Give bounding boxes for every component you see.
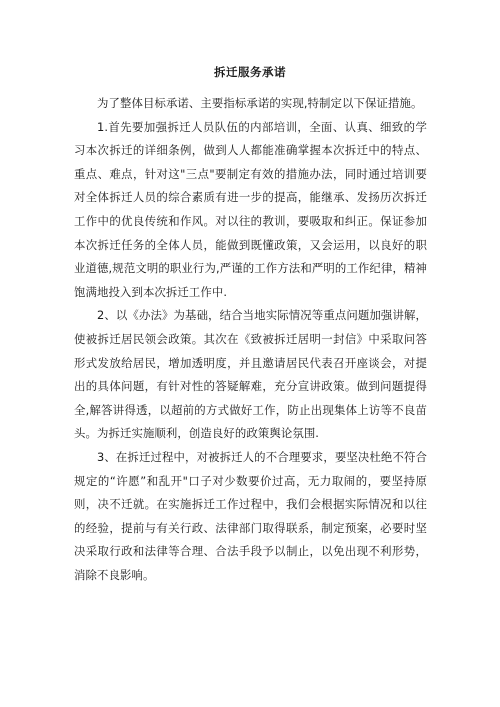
paragraph-item-3: 3、在拆迁过程中，对被拆迁人的不合理要求，要坚决杜绝不符合规定的“许愿”和乱开"口子对少数要价过高，无力取闹的，要坚持原则，决不迁就。在实施拆迁工作过程中，我们会根据实际情况和以往的经验，提前与有关行政、法律部门取得联系，制定预案，必要时坚决采取行政和法律等合理、合法手段予以制止，以免出现不利形势，消除不良影响。 xyxy=(74,449,427,582)
document-body xyxy=(74,92,427,587)
paragraph-item-1: 1.首先要加强拆迁人员队伍的内部培训，全面、认真、细致的学习本次拆迁的详细条例，做到人人都能准确掌握本次拆迁中的特点、重点、难点，针对这"三点"要制定有效的措施办法，同时通过培训要对全体拆迁人员的综合素质有进一步的提高，能继承、发扬历次拆迁工作中的优良传统和作风。对以往的教训，要吸取和纠正。保证参加本次拆迁任务的全体人员，能做到既懂政策，又会运用，以良好的职业道德,规范文明的职业行为,严谨的工作方法和严明的工作纪律，精神饱满地投入到本次拆迁工作中. xyxy=(74,119,427,299)
paragraph-item-2: 2、以《办法》为基础，结合当地实际情况等重点问题加强讲解，使被拆迁居民领会政策。其次在《致被拆迁居明一封信》中采取问答形式发放给居民，增加透明度，并且邀请居民代表召开座谈会，对提出的具体问题，有针对性的答疑解难，充分宣讲政策。做到问题提得全,解答讲得透，以超前的方式做好工作，防止出现集体上访等不良苗头。为拆迁实施顺利，创造良好的政策舆论氛围. xyxy=(74,308,427,441)
paragraph-intro: 为了整体目标承诺、主要指标承诺的实现,特制定以下保证措施。 xyxy=(97,96,423,110)
document-title: 拆迁服务承诺 xyxy=(214,65,286,79)
